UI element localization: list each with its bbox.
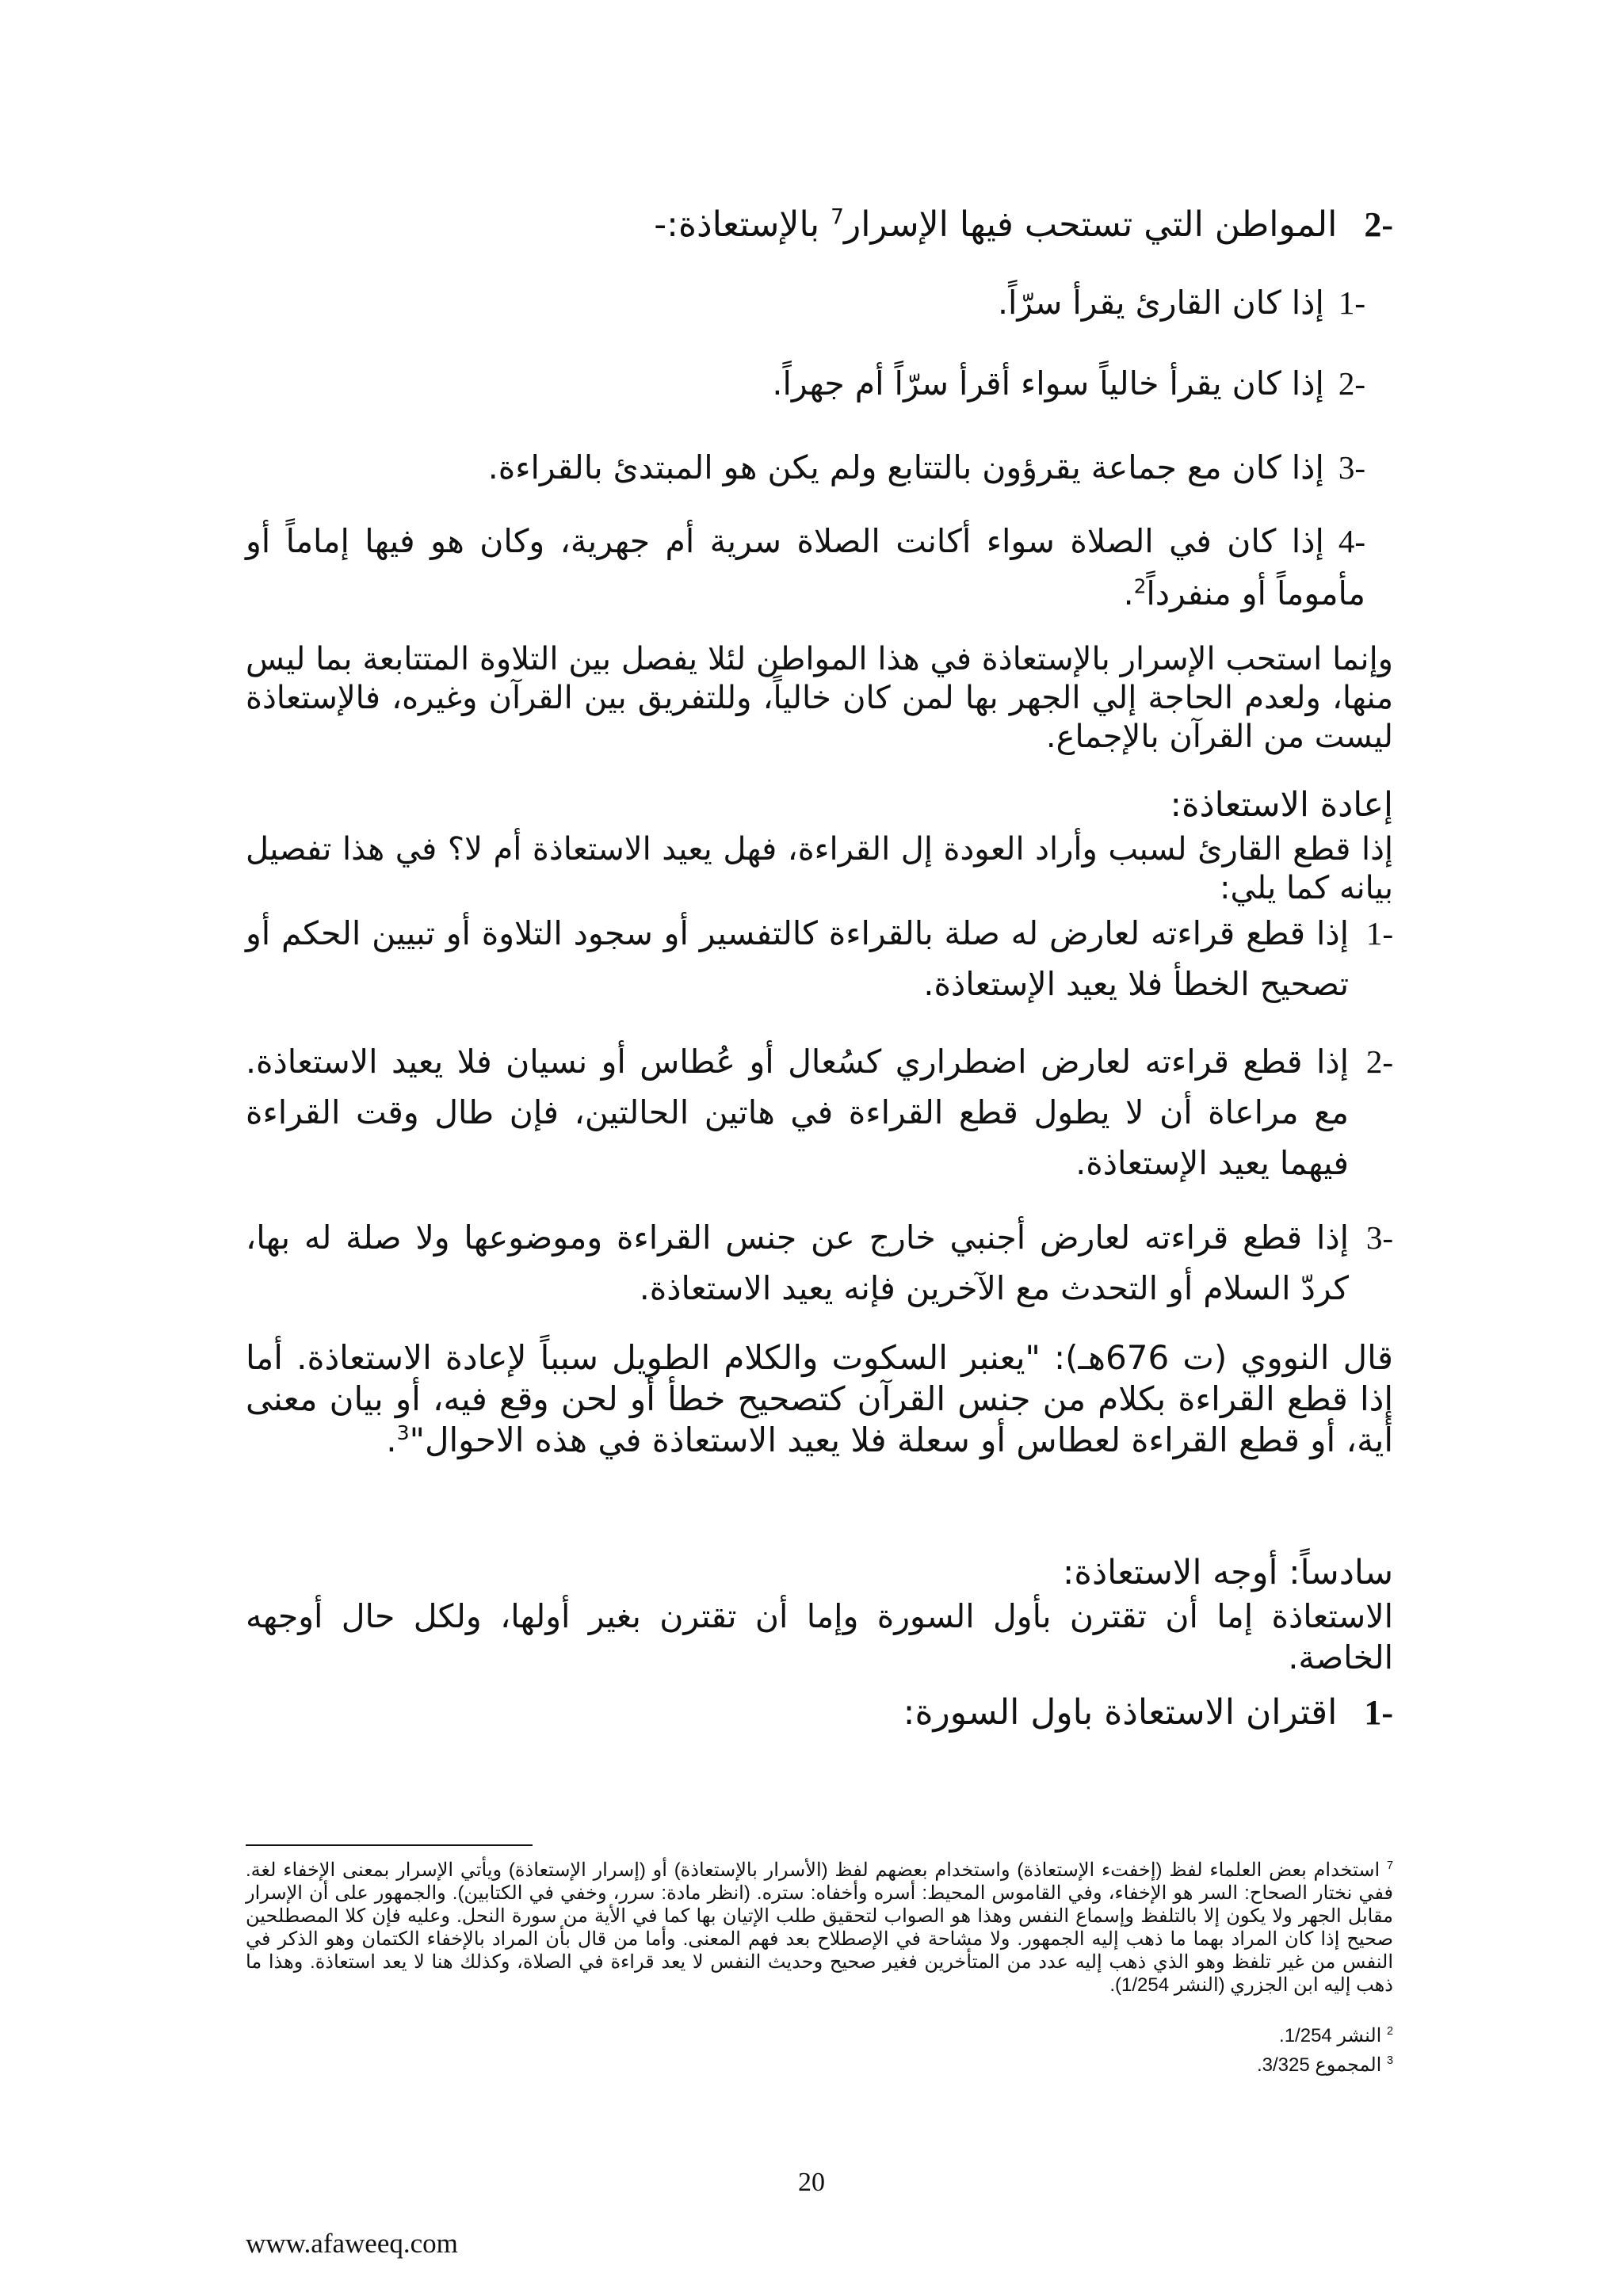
heading-text: اقتران الاستعاذة باول السورة: [903, 1692, 1338, 1733]
footnote-ref-7: 7 [831, 204, 844, 230]
footnote-text: النشر 1/254. [1279, 2025, 1382, 2046]
item-number: -4 [1338, 523, 1365, 559]
paragraph: الاستعاذة إما أن تقترن بأول السورة وإما أن تقترن بغير أولها، ولكل حال أوجهه الخاصة. [246, 1597, 1393, 1676]
footnote-2 [1279, 2024, 1393, 2047]
list-item [246, 515, 1365, 620]
item-number: -1 [1365, 915, 1393, 952]
heading-tail: بالإستعاذة:- [654, 204, 831, 245]
quote-text: قال النووي (ت 676هـ): "يعنبر السكوت والكلام الطويل سبباً لإعادة الاستعاذة. أما إذا قطع القراءة بكلام من جنس القرآن كتصحيح خطأ أو لحن وقع فيه، أو بيان معنى أية، أو قطع القراءة لعطاس أو سعلة فلا يعيد الاستعاذة في هذه الاحوال" [246, 1338, 1393, 1459]
item-text: إذا قطع قراءته لعارض أجنبي خارج عن جنس القراءة وموضوعها ولا صلة له بها، كردّ السلام أو التحدث مع الآخرين فإنه يعيد الاستعاذة. [246, 1219, 1349, 1307]
item-number: -3 [1338, 449, 1365, 486]
footnote-separator [246, 1844, 533, 1846]
item-number: -3 [1365, 1219, 1393, 1256]
paragraph: إذا قطع القارئ لسبب وأراد العودة إل القراءة، فهل يعيد الاستعاذة أم لا؟ في هذا تفصيل بيانه كما يلي: [246, 831, 1393, 906]
heading-number: -2 [1364, 205, 1393, 244]
item-text: إذا كان القارئ يقرأ سرّاً. [997, 284, 1324, 322]
quote-end: . [386, 1421, 397, 1459]
item-text: إذا كان في الصلاة سواء أكانت الصلاة سرية أم جهرية، وكان هو فيها إماماً أو مأموماً أو منفرداً [246, 522, 1365, 612]
item-number: -2 [1365, 1043, 1393, 1080]
footnote-3 [1257, 2054, 1393, 2077]
subheading-repeat-istiadha: إعادة الاستعاذة: [1170, 785, 1393, 825]
page-number: 20 [798, 2168, 825, 2197]
footnote-text: استخدام بعض العلماء لفظ (إخفتء الإستعاذة) واستخدام بعضهم لفظ (الأسرار بالإستعاذة) أو (إسرار الإستعاذة) ويأتي الإسرار بمعنى الإخفاء لغة. ففي نختار الصحاح: السر هو الإخفاء، وفي القاموس المحيط: أسره وأخفاه: ستره. (انظر مادة: سرر، وخفي في الكتابين). والجمهور على أن الإسرار مقابل الجهر ولا يكون إلا بالتلفظ وإسماع النفس وهذا هو الصواب لتحقيق طلب الإتيان بها كما في الأية من سورة النحل. وعليه فإن كلا المصطلحين صحيح إذا كان المراد بهما ما ذهب إليه الجمهور. ولا مشاحة في الإصطلاح بعد فهم المعنى. وأما من قال بأن المراد بالإخفاء الكتمان وهو الذكر في النفس من غير تلفظ وهو الذي ذهب إليه عدد من المتأخرين فغير صحيح وحديث النفس لا يعد قراءة في الصلاة، وكذلك هنا لا يعد استعاذة. وهذا ما ذهب إليه ابن الجزري (النشر 1/254). [246, 1859, 1394, 1996]
section-heading-6: سادساً: أوجه الاستعاذة: [1062, 1553, 1393, 1592]
subsection-heading-1 [246, 1688, 1393, 1738]
footnote-mark: 7 [1386, 1859, 1393, 1872]
list-item [246, 1036, 1393, 1188]
footnote-text: المجموع 3/325. [1256, 2054, 1382, 2076]
item-text: إذا قطع قراءته لعارض له صلة بالقراءة كالتفسير أو سجود التلاوة أو تبيين الحكم أو تصحيح الخطأ فلا يعيد الإستعاذة. [246, 914, 1349, 1003]
footnote-mark: 3 [1386, 2054, 1393, 2067]
item-number: -2 [1338, 365, 1365, 402]
list-item [246, 1212, 1393, 1314]
item-text: إذا قطع قراءته لعارض اضطراري كسُعال أو عُطاس أو نسيان فلا يعيد الاستعاذة. مع مراعاة أن لا يطول قطع القراءة في هاتين الحالتين، فإن طال وقت القراءة فيهما يعيد الإستعاذة. [246, 1043, 1349, 1182]
item-end: . [1123, 574, 1134, 612]
list-item [246, 358, 1365, 409]
footnote-mark: 2 [1386, 2025, 1393, 2038]
footnote-7 [246, 1859, 1393, 1997]
item-text: إذا كان مع جماعة يقرؤون بالتتابع ولم يكن هو المبتدئ بالقراءة. [487, 448, 1324, 486]
section-heading-2 [246, 200, 1393, 250]
heading-text: المواطن التي تستحب فيها الإسرار [843, 204, 1338, 245]
footnote-ref-2: 2 [1133, 574, 1147, 598]
heading-number: -1 [1364, 1693, 1393, 1732]
paragraph: وإنما استحب الإسرار بالإستعاذة في هذا المواطن لئلا يفصل بين التلاوة المتتابعة بما ليس منها، ولعدم الحاجة إلي الجهر بها لمن كان خالياً، وللتفريق بين القرآن وغيره، فالإستعاذة ليست من القرآن بالإجماع. [246, 641, 1393, 755]
quote-paragraph [246, 1337, 1393, 1461]
item-number: -1 [1338, 284, 1365, 321]
list-item [246, 277, 1365, 328]
footnote-ref-3: 3 [396, 1421, 410, 1444]
list-item [246, 442, 1365, 493]
item-text: إذا كان يقرأ خالياً سواء أقرأ سرّاً أم جهراً. [772, 364, 1324, 402]
list-item [246, 908, 1393, 1009]
website-url: www.afaweeq.com [246, 2228, 458, 2259]
